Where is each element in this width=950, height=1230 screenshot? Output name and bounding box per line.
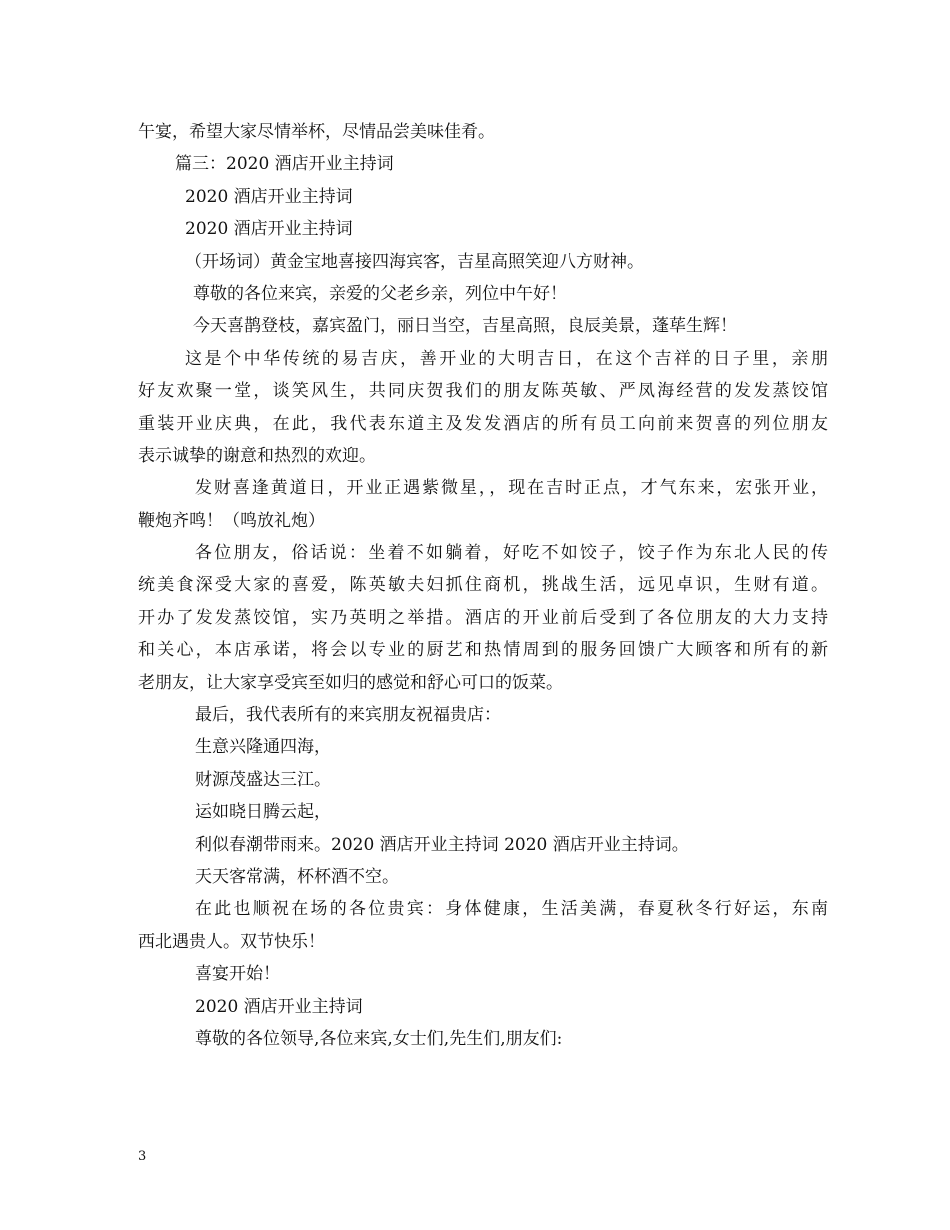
text-line: 这是个中华传统的易吉庆，善开业的大明吉日，在这个吉祥的日子里，亲朋 (185, 348, 828, 369)
text-line: 发财喜逢黄道日，开业正遇紫微星，，现在吉时正点，才气东来，宏张开业， (195, 478, 828, 499)
text-line: 2020 酒店开业主持词 (185, 219, 353, 240)
text-line: 和关心，本店承诺，将会以专业的厨艺和热情周到的服务回馈广大顾客和所有的新 (138, 640, 828, 661)
text-line: 今天喜鹊登枝，嘉宾盈门，丽日当空，吉星高照，良辰美景，蓬荜生辉！ (193, 316, 737, 337)
text-line: 各位朋友，俗话说：坐着不如躺着，好吃不如饺子，饺子作为东北人民的传 (195, 543, 828, 564)
text-line: 统美食深受大家的喜爱，陈英敏夫妇抓住商机，挑战生活，远见卓识，生财有道。 (138, 575, 828, 596)
text-line: 2020 酒店开业主持词 (185, 186, 353, 207)
text-line: 尊敬的各位领导,各位来宾,女士们,先生们,朋友们: (195, 1028, 563, 1049)
text-line: 运如晓日腾云起， (195, 802, 331, 823)
text-line: 表示诚挚的谢意和热烈的欢迎。 (138, 445, 376, 466)
text-line: 喜宴开始！ (195, 964, 280, 985)
text-line: 2020 酒店开业主持词 (195, 996, 363, 1017)
text-line: 好友欢聚一堂，谈笑风生，共同庆贺我们的朋友陈英敏、严凤海经营的发发蒸饺馆 (138, 381, 828, 402)
document-body (138, 116, 828, 1055)
text-line: 天天客常满，杯杯酒不空。 (195, 866, 399, 887)
text-line: 重装开业庆典，在此，我代表东道主及发发酒店的所有员工向前来贺喜的列位朋友 (138, 413, 828, 434)
text-line: 老朋友，让大家享受宾至如归的感觉和舒心可口的饭菜。 (138, 672, 563, 693)
text-line: 西北遇贵人。双节快乐！ (138, 931, 325, 952)
text-line: 篇三：2020 酒店开业主持词 (175, 154, 394, 175)
text-line: 鞭炮齐鸣！（鸣放礼炮） (138, 510, 325, 531)
text-line: 开办了发发蒸饺馆，实乃英明之举措。酒店的开业前后受到了各位朋友的大力支持 (138, 607, 828, 628)
text-line: 午宴，希望大家尽情举杯，尽情品尝美味佳肴。 (138, 122, 495, 142)
text-line: 生意兴隆通四海， (195, 737, 331, 758)
text-line: 利似春潮带雨来。2020 酒店开业主持词 2020 酒店开业主持词。 (195, 834, 689, 855)
text-line: （开场词）黄金宝地喜接四海宾客，吉星高照笑迎八方财神。 (185, 251, 644, 272)
text-line: 尊敬的各位来宾，亲爱的父老乡亲，列位中午好！ (193, 283, 567, 304)
text-line: 在此也顺祝在场的各位贵宾：身体健康，生活美满，春夏秋冬行好运，东南 (195, 899, 828, 920)
text-line: 财源茂盛达三江。 (195, 769, 331, 790)
page-number: 3 (138, 1149, 147, 1164)
text-line: 最后，我代表所有的来宾朋友祝福贵店： (195, 705, 501, 726)
